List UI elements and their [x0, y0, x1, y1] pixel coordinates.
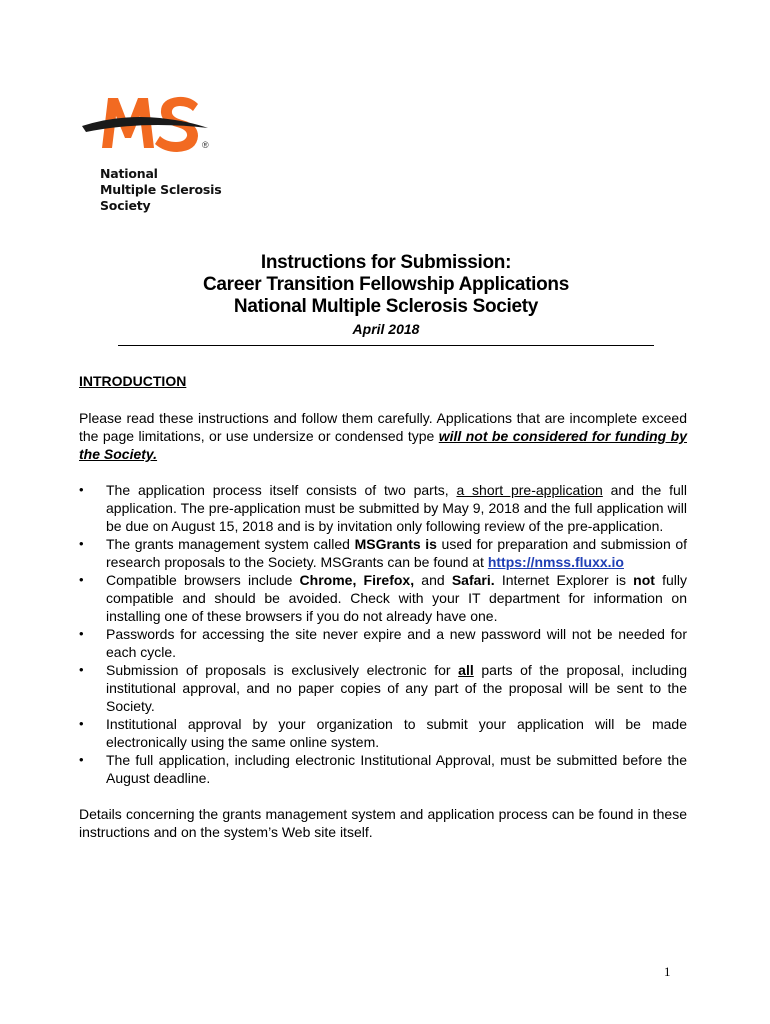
list-item-text: fully compatible and should be avoided. Check with your IT department for information on installing one of these browsers if you do not already have one. [106, 572, 687, 624]
list-item-text: The application process itself consists of two parts, [106, 482, 457, 498]
ms-logo [80, 92, 230, 214]
list-item-bold: is [425, 536, 437, 552]
document-body [79, 372, 687, 841]
closing-paragraph: Details concerning the grants management system and application process can be found in these instructions and on the system’s Web site itself. [79, 806, 687, 840]
bullet-icon: • [79, 536, 84, 551]
instruction-list [79, 481, 687, 787]
org-name-line-3: Society [100, 198, 151, 213]
bullet-icon: • [79, 752, 84, 767]
intro-text: Please read these instructions and follow them carefully. Applications that are incomplete exceed the page limitations, or use undersize or condensed type [79, 410, 687, 444]
list-item [79, 481, 687, 535]
bullet-icon: • [79, 572, 84, 587]
list-item-text: parts of the proposal, including institutional approval, and no paper copies of any part of the proposal will be sent to the Society. [106, 662, 687, 714]
list-item [79, 535, 687, 571]
bullet-icon: • [79, 662, 84, 677]
list-item-text: Institutional approval by your organization to submit your application will be made electronically using the same online system. [106, 716, 687, 750]
bullet-icon: • [79, 716, 84, 731]
list-item-bold-underline: all [458, 662, 474, 678]
list-item-text: The full application, including electronic Institutional Approval, must be submitted before the August deadline. [106, 752, 687, 786]
org-name-line-1: National [100, 166, 158, 181]
intro-emphasis: will not be considered for funding by the Society. [79, 428, 687, 462]
list-item-bold: Chrome, Firefox, [299, 572, 415, 588]
list-item [79, 571, 687, 625]
list-item-bold: not [633, 572, 655, 588]
list-item-text: and the full application. The pre-application must be submitted by May 9, 2018 and the full application will be due on August 15, 2018 and is by invitation only following review of the pre-application. [106, 482, 687, 534]
org-name-line-2: Multiple Sclerosis [100, 182, 222, 197]
org-name [100, 166, 221, 214]
registered-mark: ® [202, 140, 209, 150]
intro-paragraph [79, 409, 687, 463]
list-item-text: Submission of proposals is exclusively electronic for [106, 662, 459, 678]
section-heading-introduction: INTRODUCTION [79, 373, 187, 389]
list-item [79, 751, 687, 787]
list-item-text: Passwords for accessing the site never expire and a new password will not be needed for each cycle. [106, 626, 687, 660]
list-item-text: The grants management system called [106, 536, 355, 552]
title-date: April 2018 [352, 321, 420, 337]
list-item [79, 661, 687, 715]
list-item-bold: Safari. [451, 572, 495, 588]
page-number: 1 [664, 964, 671, 979]
list-item-text: Compatible browsers include [106, 572, 300, 588]
title-line-1: Instructions for Submission: [260, 252, 512, 273]
document-title [118, 252, 654, 339]
list-item-bold: MSGrants [354, 536, 421, 552]
ms-logo-mark [80, 92, 220, 154]
list-item [79, 715, 687, 751]
msgrants-link[interactable]: https://nmss.fluxx.io [487, 554, 624, 570]
bullet-icon: • [79, 626, 84, 641]
title-divider [118, 345, 654, 346]
list-item [79, 625, 687, 661]
list-item-text: used for preparation and submission of research proposals to the Society. MSGrants can be found at [106, 536, 687, 570]
list-item-text: Internet Explorer is [494, 572, 634, 588]
title-line-3: National Multiple Sclerosis Society [233, 296, 539, 317]
title-line-2: Career Transition Fellowship Applications [202, 274, 569, 295]
list-item-underline: a short pre-application [456, 482, 603, 498]
list-item-text: and [414, 572, 452, 588]
bullet-icon: • [79, 482, 84, 497]
